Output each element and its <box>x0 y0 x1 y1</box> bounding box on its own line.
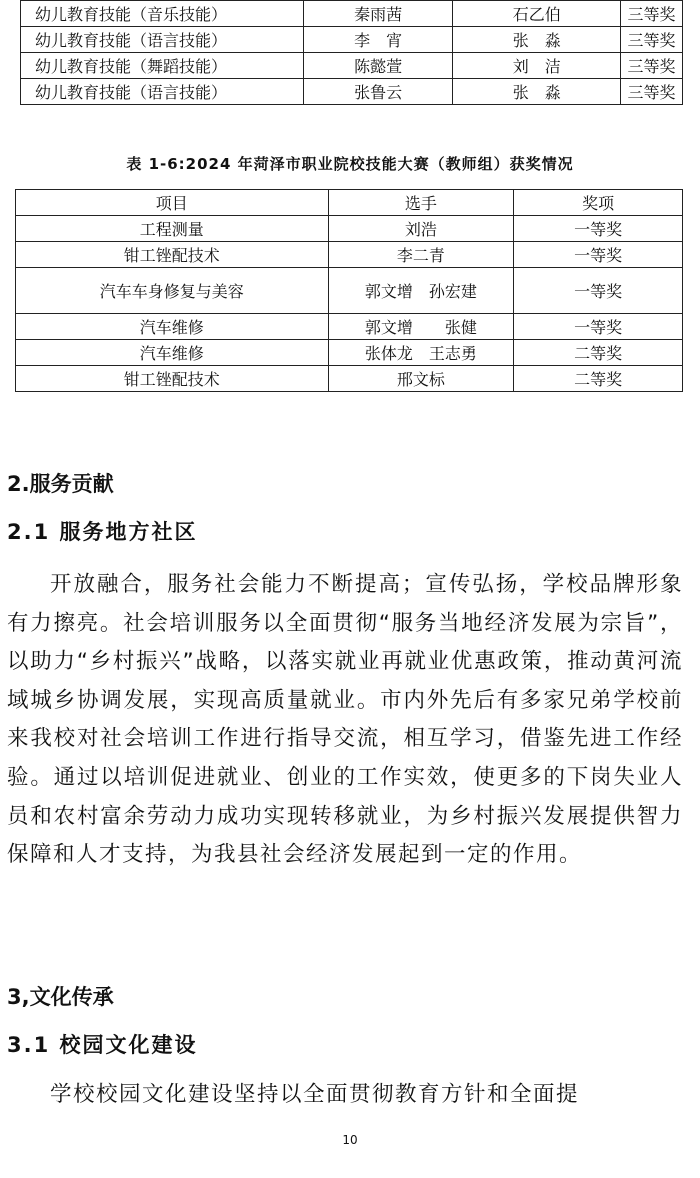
table-row <box>16 340 683 366</box>
cell-award: 三等奖 <box>621 53 683 79</box>
cell-project: 幼儿教育技能（语言技能） <box>21 79 304 105</box>
paragraph-community: 开放融合，服务社会能力不断提高；宣传弘扬，学校品牌形象有力擦亮。社会培训服务以全面贯彻“服务当地经济发展为宗旨”，以助力“乡村振兴”战略，以落实就业再就业优惠政策，推动黄河流域城乡协调发展，实现高质量就业。市内外先后有多家兄弟学校前来我校对社会培训工作进行指导交流，相互学习，借鉴先进工作经验。通过以培训促进就业、创业的工作实效，使更多的下岗失业人员和农村富余劳动力成功实现转移就业，为乡村振兴发展提供智力保障和人才支持，为我县社会经济发展起到一定的作用。 <box>7 572 683 868</box>
table-row <box>16 314 683 340</box>
cell-student: 陈懿萱 <box>303 53 453 79</box>
cell-award: 一等奖 <box>514 216 683 242</box>
table-caption: 表 1-6:2024 年菏泽市职业院校技能大赛（教师组）获奖情况 <box>126 155 574 173</box>
cell-award: 三等奖 <box>621 1 683 27</box>
cell-student: 秦雨茜 <box>303 1 453 27</box>
header-award: 奖项 <box>514 190 683 216</box>
section-title-community: 2.1 服务地方社区 <box>7 520 198 544</box>
cell-project: 汽车维修 <box>16 340 329 366</box>
cell-player: 郭文增 张健 <box>328 314 514 340</box>
cell-award: 一等奖 <box>514 314 683 340</box>
cell-player: 郭文增 孙宏建 <box>328 268 514 314</box>
header-player: 选手 <box>328 190 514 216</box>
cell-project: 钳工锉配技术 <box>16 366 329 392</box>
awards-table-teachers <box>15 189 683 392</box>
page-number: 10 <box>342 1133 358 1147</box>
cell-award: 二等奖 <box>514 340 683 366</box>
cell-project: 幼儿教育技能（语言技能） <box>21 27 304 53</box>
section-title-service: 2.服务贡献 <box>7 472 114 496</box>
cell-teacher: 张 淼 <box>453 27 621 53</box>
cell-player: 邢文标 <box>328 366 514 392</box>
cell-player: 李二青 <box>328 242 514 268</box>
paragraph-campus-culture: 学校校园文化建设坚持以全面贯彻教育方针和全面提 <box>50 1082 580 1107</box>
cell-project: 工程测量 <box>16 216 329 242</box>
table-header-row <box>16 190 683 216</box>
cell-award: 二等奖 <box>514 366 683 392</box>
cell-teacher: 石乙伯 <box>453 1 621 27</box>
cell-project: 幼儿教育技能（音乐技能） <box>21 1 304 27</box>
cell-student: 李 宵 <box>303 27 453 53</box>
cell-project: 钳工锉配技术 <box>16 242 329 268</box>
table-row <box>16 216 683 242</box>
cell-project: 汽车维修 <box>16 314 329 340</box>
cell-project: 幼儿教育技能（舞蹈技能） <box>21 53 304 79</box>
cell-player: 张体龙 王志勇 <box>328 340 514 366</box>
table-row <box>21 53 683 79</box>
table-row <box>21 27 683 53</box>
table-row <box>21 79 683 105</box>
cell-award: 三等奖 <box>621 27 683 53</box>
cell-award: 三等奖 <box>621 79 683 105</box>
cell-player: 刘浩 <box>328 216 514 242</box>
section-title-culture: 3,文化传承 <box>7 985 114 1009</box>
table-row <box>16 268 683 314</box>
table-row <box>21 1 683 27</box>
section-title-campus-culture: 3.1 校园文化建设 <box>7 1033 198 1057</box>
cell-project: 汽车车身修复与美容 <box>16 268 329 314</box>
awards-table-students <box>20 0 683 105</box>
cell-teacher: 刘 洁 <box>453 53 621 79</box>
table-row <box>16 366 683 392</box>
header-project: 项目 <box>16 190 329 216</box>
cell-teacher: 张 淼 <box>453 79 621 105</box>
cell-award: 一等奖 <box>514 242 683 268</box>
cell-student: 张鲁云 <box>303 79 453 105</box>
cell-award: 一等奖 <box>514 268 683 314</box>
table-row <box>16 242 683 268</box>
